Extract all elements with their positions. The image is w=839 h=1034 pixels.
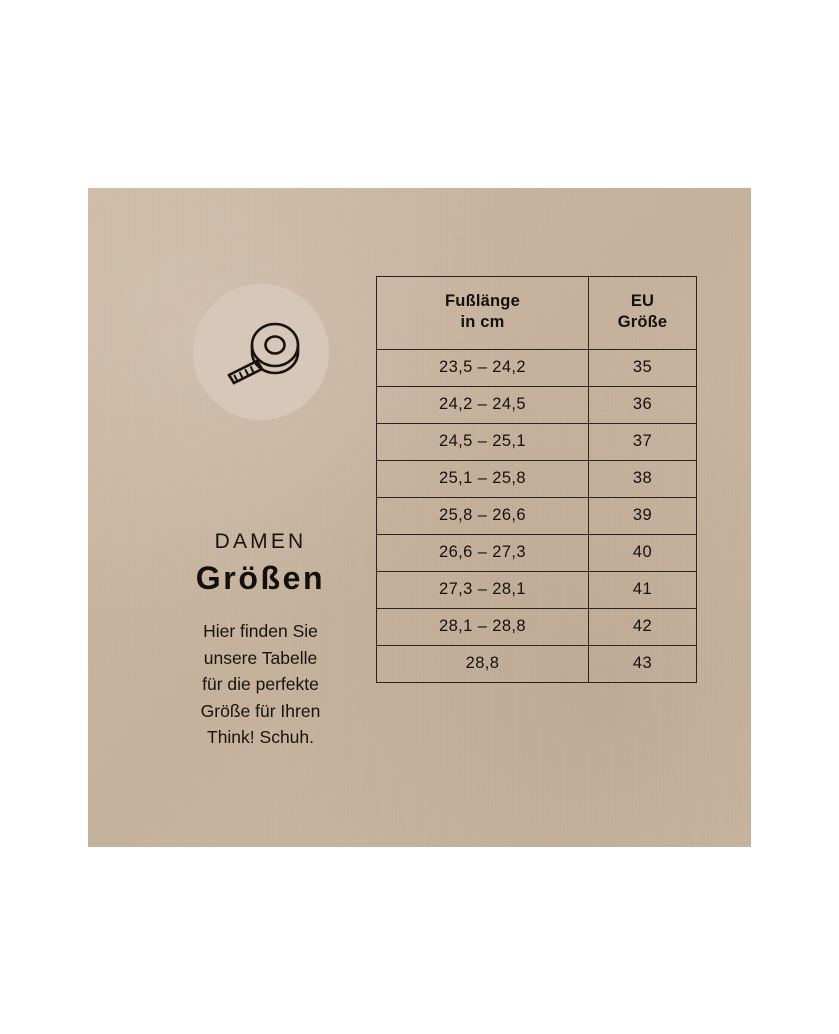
table-header-row: [377, 277, 697, 350]
cell-eu-size: 42: [589, 608, 697, 645]
cell-foot-length: 28,1 – 28,8: [377, 608, 589, 645]
cell-eu-size: 38: [589, 460, 697, 497]
column-header-eu-size: [589, 277, 697, 350]
column-header-foot-length-line2: in cm: [460, 313, 505, 332]
size-table: [376, 276, 697, 683]
table-row: [377, 497, 697, 534]
cell-eu-size: 36: [589, 386, 697, 423]
intro-line: Größe für Ihren: [200, 700, 321, 721]
column-header-eu-size-line1: EU: [630, 292, 655, 310]
table-row: [377, 349, 697, 386]
cell-eu-size: 41: [589, 571, 697, 608]
cell-eu-size: 43: [589, 645, 697, 682]
column-header-foot-length-line1: Fußlänge: [445, 292, 520, 310]
cell-eu-size: 35: [589, 349, 697, 386]
intro-line: Hier finden Sie: [203, 621, 318, 642]
cell-eu-size: 37: [589, 423, 697, 460]
cell-eu-size: 39: [589, 497, 697, 534]
intro-column: [148, 284, 373, 751]
column-header-eu-size-line2: Größe: [617, 313, 668, 332]
column-header-foot-length: [377, 277, 589, 350]
table-body: [377, 349, 697, 682]
size-chart-card: [88, 188, 751, 847]
intro-text: [148, 618, 373, 751]
cell-eu-size: 40: [589, 534, 697, 571]
table-row: [377, 645, 697, 682]
table-row: [377, 534, 697, 571]
table-header: [377, 277, 697, 350]
measuring-tape-badge: [193, 284, 329, 420]
table-row: [377, 386, 697, 423]
table-row: [377, 423, 697, 460]
heading-block: [148, 530, 373, 598]
table-row: [377, 571, 697, 608]
cell-foot-length: 23,5 – 24,2: [377, 349, 589, 386]
cell-foot-length: 24,2 – 24,5: [377, 386, 589, 423]
intro-line: für die perfekte: [202, 674, 319, 695]
cell-foot-length: 27,3 – 28,1: [377, 571, 589, 608]
intro-line: unsere Tabelle: [203, 647, 318, 668]
cell-foot-length: 25,8 – 26,6: [377, 497, 589, 534]
cell-foot-length: 26,6 – 27,3: [377, 534, 589, 571]
heading-category: DAMEN: [214, 530, 307, 553]
measuring-tape-icon: [213, 317, 309, 387]
cell-foot-length: 24,5 – 25,1: [377, 423, 589, 460]
cell-foot-length: 28,8: [377, 645, 589, 682]
table-row: [377, 460, 697, 497]
intro-line: Think! Schuh.: [207, 727, 314, 748]
cell-foot-length: 25,1 – 25,8: [377, 460, 589, 497]
page-title: Größen: [195, 560, 326, 597]
table-row: [377, 608, 697, 645]
